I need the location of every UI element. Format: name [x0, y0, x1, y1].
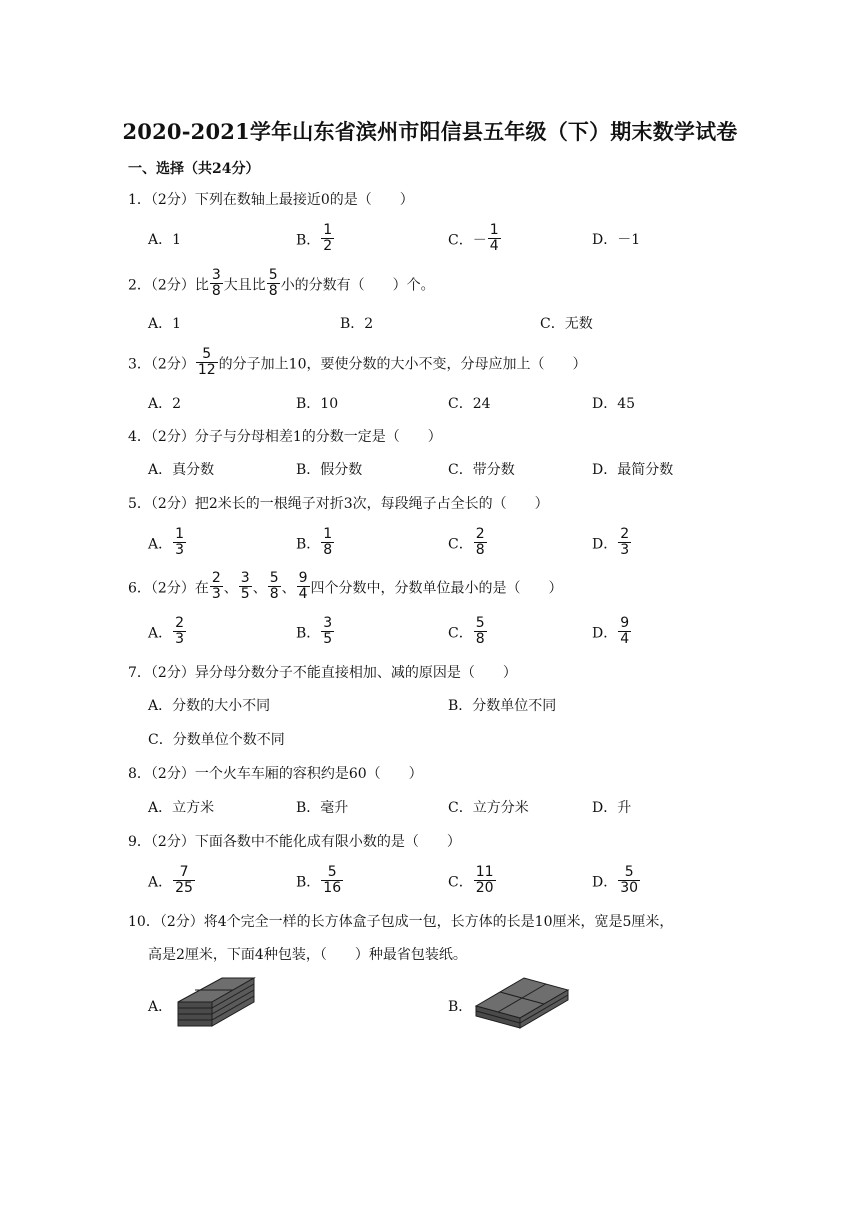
text-segment: 的分子加上10，要使分数的大小不变，分母应加上（ ） — [218, 356, 587, 373]
text-segment: －1 — [617, 232, 641, 248]
fraction-denominator: 4 — [620, 631, 630, 647]
question-9 — [128, 827, 461, 857]
text-segment: 8． — [128, 766, 151, 782]
option-a[interactable] — [148, 615, 187, 649]
text-segment: 5． — [128, 496, 151, 512]
fraction-numerator: 11 — [475, 864, 494, 880]
text-segment: 分数单位个数不同 — [172, 732, 285, 748]
text-segment: C． — [448, 232, 473, 249]
text-segment: （2分） — [150, 766, 195, 782]
text-segment: 、 — [252, 580, 267, 597]
text-segment: A． — [148, 462, 173, 478]
text-segment: 假分数 — [320, 462, 363, 478]
fraction — [474, 527, 487, 558]
section-heading: 一、选择（共24分） — [128, 161, 260, 177]
text-segment: 1 — [172, 232, 182, 248]
option-c[interactable] — [448, 222, 502, 256]
option-c[interactable] — [448, 793, 529, 823]
text-segment: 4． — [128, 429, 151, 445]
fraction-denominator: 8 — [269, 586, 279, 602]
fraction — [321, 223, 334, 254]
fraction-denominator: 20 — [475, 880, 494, 896]
fraction-denominator: 8 — [475, 542, 485, 558]
text-segment: 四个分数中，分数单位最小的是（ ） — [310, 580, 563, 597]
text-segment: 把2米长的一根绳子对折3次，每段绳子占全长的（ ） — [194, 496, 549, 512]
text-segment: D． — [592, 536, 618, 553]
fraction-denominator: 16 — [323, 880, 342, 896]
text-segment: 大且比 — [223, 277, 266, 294]
text-segment: A． — [148, 999, 173, 1015]
text-segment: A． — [148, 874, 173, 891]
text-segment: 比 — [194, 277, 209, 294]
fraction — [239, 571, 252, 602]
text-segment: （2分） — [150, 834, 195, 850]
option-b[interactable] — [296, 222, 335, 256]
text-segment: 小的分数有（ ）个。 — [280, 277, 435, 294]
text-segment: B． — [296, 462, 321, 478]
text-segment: A． — [148, 232, 173, 248]
fraction-numerator: 5 — [268, 267, 278, 283]
option-d[interactable] — [592, 455, 673, 485]
text-segment: 分数单位不同 — [472, 698, 557, 714]
option-b[interactable] — [296, 526, 335, 560]
fraction — [474, 865, 496, 896]
fraction-numerator: 1 — [323, 526, 333, 542]
question-1 — [128, 185, 414, 215]
fraction — [173, 616, 186, 647]
fraction — [488, 223, 501, 254]
text-segment: 45 — [617, 396, 636, 412]
option-b[interactable] — [296, 615, 335, 649]
text-segment: （2分） — [150, 429, 195, 445]
question-5 — [128, 489, 549, 519]
fraction-numerator: 2 — [211, 570, 221, 586]
text-segment: 分子与分母相差1的分数一定是（ ） — [194, 429, 442, 445]
text-segment: 下面各数中不能化成有限小数的是（ ） — [194, 834, 461, 850]
text-segment: A． — [148, 396, 173, 412]
text-segment: 一个火车车厢的容积约是60（ ） — [194, 766, 423, 782]
text-segment: 异分母分数分子不能直接相加、减的原因是（ ） — [194, 665, 517, 681]
text-segment: （2分） — [150, 665, 195, 681]
text-segment: C． — [540, 316, 565, 332]
text-segment: 真分数 — [172, 462, 215, 478]
fraction — [268, 571, 281, 602]
fraction-numerator: 2 — [175, 615, 185, 631]
fraction — [267, 268, 280, 299]
fraction-numerator: 7 — [179, 864, 189, 880]
text-segment: 立方米 — [172, 800, 215, 816]
page-title: 2020-2021学年山东省滨州市阳信县五年级（下）期末数学试卷 — [122, 119, 738, 144]
box-package-b-image — [474, 976, 570, 1032]
text-segment: 毫升 — [320, 800, 349, 816]
option-a[interactable] — [148, 864, 196, 898]
text-segment: 升 — [617, 800, 632, 816]
option-d[interactable] — [592, 225, 640, 255]
text-segment: B． — [448, 698, 473, 714]
fraction — [618, 616, 631, 647]
fraction-numerator: 5 — [202, 346, 212, 362]
text-segment: 在 — [194, 580, 209, 597]
option-a[interactable] — [148, 793, 214, 823]
question-10 — [128, 907, 673, 937]
fraction-denominator: 3 — [175, 542, 185, 558]
text-segment: 7． — [128, 665, 151, 681]
text-segment: C． — [448, 874, 473, 891]
option-a[interactable] — [148, 389, 181, 419]
fraction-numerator: 2 — [475, 526, 485, 542]
option-d[interactable] — [592, 793, 631, 823]
fraction — [618, 865, 640, 896]
fraction — [321, 527, 334, 558]
fraction-numerator: 1 — [323, 222, 333, 238]
question-2 — [128, 267, 435, 300]
fraction — [196, 347, 218, 378]
question-6 — [128, 570, 563, 603]
fraction-numerator: 5 — [624, 864, 634, 880]
text-segment: 2． — [128, 277, 151, 294]
text-segment: （2分） — [150, 580, 195, 597]
question-text: 下列在数轴上最接近0的是（ ） — [194, 192, 414, 208]
option-c[interactable] — [448, 615, 488, 649]
text-segment: 将4个完全一样的长方体盒子包成一包，长方体的长是10厘米，宽是5厘米， — [203, 914, 674, 930]
fraction — [210, 268, 223, 299]
text-segment: 无数 — [564, 316, 593, 332]
option-c[interactable] — [148, 725, 285, 755]
question-number: 1． — [128, 192, 151, 208]
text-segment: 分数的大小不同 — [172, 698, 271, 714]
option-b[interactable] — [448, 992, 472, 1022]
option-d[interactable] — [592, 615, 632, 649]
fraction — [173, 527, 186, 558]
question-8 — [128, 759, 423, 789]
text-segment: D． — [592, 232, 618, 248]
option-a[interactable] — [148, 455, 214, 485]
text-segment: 2 — [172, 396, 182, 412]
text-segment: C． — [448, 800, 473, 816]
fraction-numerator: 3 — [240, 570, 250, 586]
text-segment: B． — [296, 800, 321, 816]
text-segment: （2分） — [159, 914, 204, 930]
text-segment: C． — [448, 462, 473, 478]
fraction — [297, 571, 310, 602]
text-segment: － — [472, 232, 487, 249]
option-b[interactable] — [296, 455, 362, 485]
option-c[interactable] — [540, 309, 593, 339]
fraction — [210, 571, 223, 602]
text-segment: 24 — [472, 396, 491, 412]
fraction-denominator: 3 — [175, 631, 185, 647]
text-segment: 10 — [320, 396, 339, 412]
option-a[interactable] — [148, 992, 172, 1022]
text-segment: D． — [592, 800, 618, 816]
option-c[interactable] — [448, 864, 497, 898]
fraction-numerator: 9 — [620, 615, 630, 631]
fraction — [618, 527, 631, 558]
option-b[interactable] — [296, 864, 344, 898]
fraction-numerator: 5 — [269, 570, 279, 586]
text-segment: A． — [148, 698, 173, 714]
fraction-denominator: 30 — [620, 880, 639, 896]
text-segment: 、 — [223, 580, 238, 597]
fraction-denominator: 12 — [197, 362, 216, 378]
fraction-denominator: 4 — [298, 586, 308, 602]
fraction-numerator: 5 — [327, 864, 337, 880]
option-c[interactable] — [448, 389, 491, 419]
text-segment: 、 — [281, 580, 296, 597]
text-segment: 带分数 — [472, 462, 515, 478]
question-3 — [128, 346, 587, 379]
text-segment: C． — [448, 396, 473, 412]
question-4 — [128, 422, 442, 452]
fraction-numerator: 2 — [620, 526, 630, 542]
fraction-numerator: 1 — [489, 222, 499, 238]
fraction-denominator: 3 — [211, 586, 221, 602]
fraction-numerator: 1 — [175, 526, 185, 542]
option-b[interactable] — [296, 389, 338, 419]
text-segment: 3． — [128, 356, 151, 373]
option-d[interactable] — [592, 389, 635, 419]
text-segment: A． — [148, 316, 173, 332]
text-segment: B． — [448, 999, 473, 1015]
text-segment: C． — [148, 732, 173, 748]
option-a[interactable] — [148, 309, 181, 339]
text-segment: 立方分米 — [472, 800, 529, 816]
text-segment: 10． — [128, 914, 160, 930]
question-score: （2分） — [150, 192, 195, 208]
fraction-denominator: 2 — [323, 238, 333, 254]
fraction-denominator: 4 — [489, 238, 499, 254]
text-segment: 2 — [364, 316, 374, 332]
text-segment: （2分） — [150, 277, 195, 294]
fraction-denominator: 8 — [475, 631, 485, 647]
fraction-denominator: 8 — [323, 542, 333, 558]
option-a[interactable] — [148, 225, 181, 255]
fraction-denominator: 3 — [620, 542, 630, 558]
fraction-numerator: 5 — [475, 615, 485, 631]
option-d[interactable] — [592, 526, 632, 560]
text-segment: B． — [296, 874, 321, 891]
fraction-numerator: 3 — [323, 615, 333, 631]
fraction-numerator: 9 — [298, 570, 308, 586]
text-segment: 最简分数 — [617, 462, 674, 478]
fraction — [474, 616, 487, 647]
text-segment: 高是2厘米，下面4种包装，（ ）种最省包装纸。 — [148, 947, 467, 963]
text-segment: A． — [148, 625, 173, 642]
option-b[interactable] — [448, 691, 556, 721]
text-segment: B． — [296, 625, 321, 642]
text-segment: 9． — [128, 834, 151, 850]
text-segment: C． — [448, 536, 473, 553]
question-7 — [128, 658, 517, 688]
text-segment: D． — [592, 462, 618, 478]
text-segment: A． — [148, 800, 173, 816]
box-package-a-image — [176, 976, 256, 1032]
text-segment: D． — [592, 874, 618, 891]
fraction-denominator: 8 — [211, 283, 221, 299]
option-c[interactable] — [448, 455, 515, 485]
option-b[interactable] — [340, 309, 373, 339]
fraction-numerator: 3 — [211, 267, 221, 283]
option-a[interactable] — [148, 526, 187, 560]
option-d[interactable] — [592, 864, 641, 898]
fraction-denominator: 5 — [323, 631, 333, 647]
text-segment: 6． — [128, 580, 151, 597]
option-a[interactable] — [148, 691, 270, 721]
fraction — [321, 865, 343, 896]
text-segment: C． — [448, 625, 473, 642]
text-segment: B． — [296, 536, 321, 553]
fraction-denominator: 5 — [240, 586, 250, 602]
option-b[interactable] — [296, 793, 348, 823]
text-segment: B． — [296, 396, 321, 412]
option-c[interactable] — [448, 526, 488, 560]
text-segment: D． — [592, 396, 618, 412]
fraction-denominator: 8 — [268, 283, 278, 299]
text-segment: （2分） — [150, 356, 195, 373]
text-segment: A． — [148, 536, 173, 553]
fraction — [173, 865, 195, 896]
question-10-line2 — [148, 940, 467, 970]
text-segment: D． — [592, 625, 618, 642]
text-segment: B． — [296, 232, 321, 249]
text-segment: （2分） — [150, 496, 195, 512]
fraction — [321, 616, 334, 647]
fraction-denominator: 25 — [175, 880, 193, 896]
text-segment: B． — [340, 316, 365, 332]
text-segment: 1 — [172, 316, 182, 332]
